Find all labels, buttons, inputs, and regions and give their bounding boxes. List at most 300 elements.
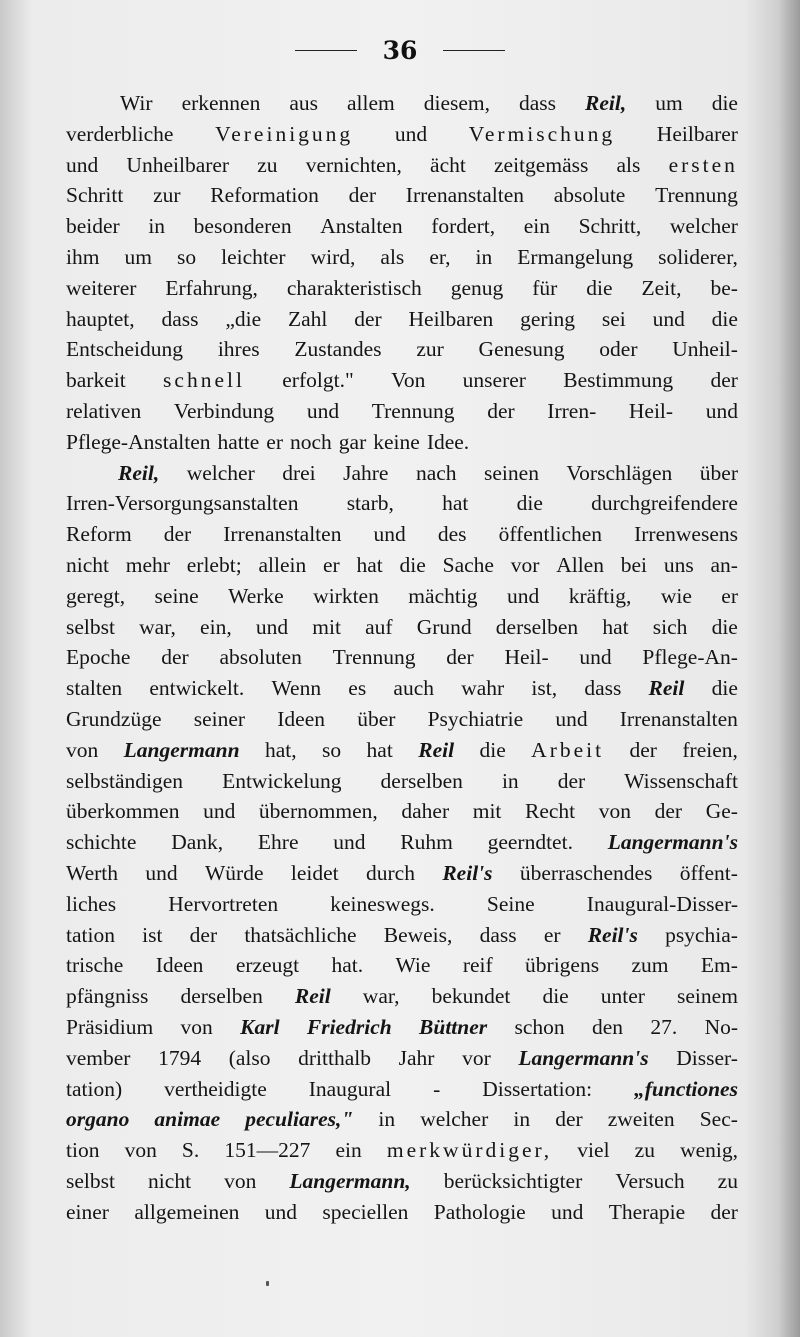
word: Sec-: [699, 1107, 738, 1132]
word: barkeit: [66, 368, 126, 393]
word: soliderer,: [658, 244, 738, 269]
word: bei: [620, 552, 648, 577]
text-line: [66, 1043, 738, 1074]
word: vor: [462, 1045, 491, 1070]
text-line: [66, 642, 738, 673]
word: den: [591, 1014, 624, 1039]
ink-speck: [266, 1281, 269, 1286]
text-line: [66, 242, 738, 273]
word: psychia-: [665, 922, 738, 947]
word: Dissertation:: [482, 1076, 593, 1101]
word: thatsächliche: [244, 922, 357, 947]
word: nicht: [148, 1168, 192, 1193]
word: No-: [704, 1014, 738, 1039]
word: Inaugural-Disser-: [586, 891, 738, 916]
word: Ermangelung: [517, 244, 634, 269]
word: selbständigen: [66, 768, 184, 793]
word: Disser-: [676, 1045, 738, 1070]
word: Therapie: [608, 1199, 686, 1224]
text-line: [66, 735, 738, 766]
word: zu: [634, 1138, 655, 1163]
word: öffent-: [679, 860, 738, 885]
word: absolute: [553, 183, 626, 208]
word: für: [532, 275, 558, 300]
word: zur: [416, 337, 444, 362]
word: und: [551, 1199, 584, 1224]
word: entwickelt.: [149, 676, 245, 701]
word: leidet: [290, 860, 339, 885]
word: zum: [631, 953, 669, 978]
word: Entwickelung: [222, 768, 342, 793]
word: die: [711, 676, 738, 701]
word: hat: [602, 614, 629, 639]
text-line: [66, 858, 738, 889]
word: der: [189, 922, 218, 947]
word: er: [323, 552, 340, 577]
word: dass: [161, 306, 199, 331]
word: charakteristisch: [286, 275, 422, 300]
word: freien,: [682, 737, 738, 762]
word: Beweis,: [383, 922, 453, 947]
word: Zustandes: [294, 337, 382, 362]
word: er: [266, 429, 283, 454]
word: genug: [450, 275, 504, 300]
word: Psychiatrie: [427, 706, 524, 731]
word: um: [655, 91, 683, 115]
word: „functiones: [634, 1076, 738, 1101]
word: die: [516, 491, 543, 516]
text-line: [66, 704, 738, 735]
word: wirkten: [313, 583, 379, 608]
word: der: [348, 183, 377, 208]
word: der: [487, 398, 515, 423]
word: Reil's: [442, 860, 493, 885]
word: Versuch: [615, 1168, 685, 1193]
text-line: [66, 550, 738, 581]
text-line: [66, 304, 738, 335]
word: besonderen: [193, 214, 292, 239]
text-line: [66, 519, 738, 550]
word: noch: [290, 429, 332, 454]
word: ihres: [217, 337, 260, 362]
word: Irrenwesens: [634, 522, 738, 547]
word: Langermann,: [289, 1168, 411, 1193]
word: Friedrich: [306, 1014, 392, 1039]
word: und: [394, 121, 428, 146]
word: diesem,: [423, 91, 491, 115]
word: hat: [356, 552, 383, 577]
word: Reil: [648, 676, 685, 701]
word: Irrenanstalten: [223, 522, 342, 547]
word: überraschendes: [519, 860, 653, 885]
word: 27.: [650, 1014, 678, 1039]
word: die: [711, 306, 738, 331]
word: berücksichtigter: [443, 1168, 583, 1193]
word: Wir: [120, 91, 153, 115]
word: Unheilbarer: [126, 152, 230, 177]
word: hat.: [331, 953, 364, 978]
word: dritthalb: [298, 1045, 371, 1070]
text-line: [66, 612, 738, 643]
word: der: [354, 306, 382, 331]
text-line: [66, 1104, 738, 1135]
word: -: [433, 1076, 441, 1101]
word: Trennung: [371, 398, 455, 423]
text-line: [66, 581, 738, 612]
word: Würde: [205, 860, 264, 885]
word: seinem: [677, 984, 738, 1009]
word: wird,: [310, 244, 356, 269]
word: unter: [600, 984, 645, 1009]
word: Grund: [416, 614, 472, 639]
word: und: [507, 583, 540, 608]
word: geerndtet.: [487, 830, 573, 855]
text-line: [66, 458, 738, 489]
word: Werke: [228, 583, 284, 608]
word: und: [203, 799, 236, 824]
word: von: [124, 1138, 157, 1163]
word: Heilbaren: [408, 306, 494, 331]
word: auch: [393, 676, 435, 701]
word: und: [373, 522, 406, 547]
word: Trennung: [332, 645, 416, 670]
word: merkwürdiger,: [386, 1138, 553, 1163]
text-line: [66, 1074, 738, 1105]
word: Erfahrung,: [165, 275, 258, 300]
word: über: [699, 460, 738, 485]
word: Entscheidung: [66, 337, 184, 362]
page-number: 36: [382, 35, 418, 65]
text-line: [66, 1135, 738, 1166]
word: welcher: [420, 1107, 489, 1132]
word: dass: [479, 922, 517, 947]
word: Seine: [486, 891, 535, 916]
word: der: [557, 768, 586, 793]
word: Bestimmung: [563, 368, 674, 393]
word: Unheil-: [672, 337, 738, 362]
word: Arbeit: [531, 737, 605, 762]
word: „die: [225, 306, 262, 331]
word: trische: [66, 953, 124, 978]
word: Hervortreten: [168, 891, 279, 916]
text-line: [66, 88, 738, 119]
word: und: [333, 830, 366, 855]
text-line: [66, 796, 738, 827]
word: Ge-: [705, 799, 738, 824]
word: es: [348, 676, 367, 701]
word: derselben: [180, 984, 263, 1009]
word: Reformation: [210, 183, 319, 208]
word: Zeit,: [641, 275, 682, 300]
word: geregt,: [66, 583, 126, 608]
word: der: [654, 799, 683, 824]
word: in: [501, 768, 519, 793]
text-line: [66, 150, 738, 181]
word: Dank,: [171, 830, 224, 855]
word: selbst: [66, 614, 115, 639]
word: hatte: [217, 429, 260, 454]
word: schon: [514, 1014, 565, 1039]
word: war,: [139, 614, 176, 639]
word: welcher: [186, 460, 255, 485]
word: mehr: [125, 552, 170, 577]
word: 151—227: [224, 1138, 311, 1163]
word: Idee.: [426, 429, 470, 454]
word: von: [598, 799, 632, 824]
text-line: [66, 334, 738, 365]
word: ist: [142, 922, 163, 947]
word: ihm: [66, 244, 100, 269]
text-line: [66, 488, 738, 519]
word: überkommen: [66, 799, 180, 824]
word: erkennen: [181, 91, 261, 115]
word: verderbliche: [66, 121, 174, 146]
word: Jahr: [398, 1045, 435, 1070]
word: er: [721, 583, 738, 608]
word: Werth: [66, 860, 118, 885]
word: der: [163, 522, 192, 547]
text-line: [66, 920, 738, 951]
word: Irrenanstalten: [619, 706, 738, 731]
page-header: [0, 30, 800, 70]
word: uns: [663, 552, 694, 577]
word: seine: [154, 583, 199, 608]
word: Langermann's: [518, 1045, 649, 1070]
word: um: [124, 244, 152, 269]
word: sich: [652, 614, 688, 639]
word: animae: [154, 1107, 221, 1132]
word: daher: [401, 799, 450, 824]
word: Büttner: [419, 1014, 488, 1039]
word: Vorschlägen: [566, 460, 673, 485]
text-line: [66, 273, 738, 304]
word: (also: [228, 1045, 271, 1070]
word: stalten: [66, 676, 123, 701]
word: Zahl: [288, 306, 328, 331]
word: die: [586, 275, 613, 300]
word: hat: [366, 737, 393, 762]
word: be-: [710, 275, 738, 300]
word: drei: [282, 460, 316, 485]
word: ächt: [430, 152, 466, 177]
word: über: [357, 706, 396, 731]
word: hat: [442, 491, 469, 516]
word: sei: [601, 306, 626, 331]
word: Irren-: [547, 398, 597, 423]
word: zweiten: [607, 1107, 675, 1132]
word: fordert,: [431, 214, 496, 239]
word: Inaugural: [308, 1076, 392, 1101]
word: 1794: [158, 1045, 202, 1070]
word: Irrenanstalten: [405, 183, 524, 208]
word: einer: [66, 1199, 109, 1224]
word: viel: [577, 1138, 610, 1163]
word: Allen: [556, 552, 604, 577]
word: übernommen,: [258, 799, 378, 824]
word: nicht: [66, 552, 109, 577]
word: Reil: [294, 984, 331, 1009]
word: wie: [660, 583, 692, 608]
word: öffentlichen: [498, 522, 603, 547]
word: zur: [153, 183, 181, 208]
word: Ruhm: [400, 830, 453, 855]
word: Langermann's: [607, 830, 738, 855]
text-line: [66, 1012, 738, 1043]
word: allem: [347, 91, 395, 115]
word: die: [479, 737, 506, 762]
word: hat,: [264, 737, 297, 762]
right-header-rule: [443, 50, 505, 51]
text-line: [66, 889, 738, 920]
word: gering: [520, 306, 576, 331]
word: von: [180, 1014, 213, 1039]
word: Verbindung: [173, 398, 275, 423]
word: Recht: [525, 799, 576, 824]
word: Pflege-An-: [642, 645, 738, 670]
word: organo: [66, 1107, 130, 1132]
word: und: [255, 614, 289, 639]
word: Grundzüge: [66, 706, 162, 731]
word: allein: [258, 552, 307, 577]
word: Karl: [240, 1014, 280, 1039]
word: Sache: [442, 552, 494, 577]
text-line: [66, 211, 738, 242]
word: an-: [710, 552, 738, 577]
word: vertheidigte: [164, 1076, 267, 1101]
word: nach: [415, 460, 457, 485]
word: absoluten: [219, 645, 302, 670]
word: der: [629, 737, 657, 762]
word: mit: [472, 799, 502, 824]
word: Heil-: [628, 398, 674, 423]
word: so: [176, 244, 197, 269]
word: der: [710, 368, 738, 393]
word: dass: [519, 91, 557, 115]
word: Jahre: [343, 460, 389, 485]
word: die: [399, 552, 426, 577]
word: oder: [599, 337, 638, 362]
word: tation): [66, 1076, 123, 1101]
word: durch: [366, 860, 415, 885]
word: von: [66, 737, 99, 762]
word: Reil,: [585, 91, 627, 115]
word: als: [380, 244, 405, 269]
word: Vermischung: [468, 121, 616, 146]
word: hauptet,: [66, 306, 135, 331]
word: Ehre: [257, 830, 299, 855]
word: schichte: [66, 830, 137, 855]
word: weiterer: [66, 275, 137, 300]
word: Wenn: [271, 676, 322, 701]
word: der: [446, 645, 474, 670]
word: ist,: [531, 676, 558, 701]
word: seiner: [193, 706, 246, 731]
word: des: [437, 522, 467, 547]
word: Epoche: [66, 645, 131, 670]
text-line: [66, 180, 738, 211]
word: er,: [429, 244, 451, 269]
word: wenig,: [680, 1138, 738, 1163]
word: war,: [362, 984, 400, 1009]
word: derselben: [495, 614, 579, 639]
text-line: [66, 1166, 738, 1197]
text-line: [66, 1197, 738, 1228]
word: erlebt;: [186, 552, 242, 577]
word: die: [711, 614, 738, 639]
text-line: [66, 396, 738, 427]
text-line: [66, 950, 738, 981]
word: vor: [510, 552, 540, 577]
word: zu: [257, 152, 278, 177]
word: keineswegs.: [330, 891, 435, 916]
word: S.: [181, 1138, 200, 1163]
text-line: [66, 981, 738, 1012]
word: reif: [462, 953, 493, 978]
word: zeitgemäss: [494, 152, 589, 177]
text-line: [66, 119, 738, 150]
word: unserer: [462, 368, 526, 393]
word: Vereinigung: [215, 121, 354, 146]
word: keine: [373, 429, 420, 454]
word: erfolgt.": [282, 368, 354, 393]
word: und: [145, 860, 178, 885]
word: auf: [365, 614, 393, 639]
word: in: [148, 214, 166, 239]
word: Heilbarer: [656, 121, 738, 146]
word: selbst: [66, 1168, 115, 1193]
word: wahr: [461, 676, 505, 701]
word: Schritt: [66, 183, 124, 208]
word: Heil-: [504, 645, 549, 670]
text-line: [66, 365, 738, 396]
word: tion: [66, 1138, 100, 1163]
word: Reil: [418, 737, 455, 762]
word: ersten: [668, 152, 738, 177]
word: er: [543, 922, 561, 947]
word: so: [322, 737, 342, 762]
word: Von: [391, 368, 426, 393]
word: vernichten,: [305, 152, 402, 177]
word: und: [66, 152, 99, 177]
word: Ideen: [277, 706, 325, 731]
word: als: [616, 152, 641, 177]
word: vember: [66, 1045, 131, 1070]
word: Reil's: [587, 922, 638, 947]
word: Reil,: [118, 460, 160, 485]
body-text: [66, 88, 738, 1227]
word: in: [378, 1107, 396, 1132]
word: Irren-Versorgungsanstalten: [66, 491, 299, 516]
word: und: [652, 306, 685, 331]
word: gar: [338, 429, 367, 454]
text-line: [66, 827, 738, 858]
left-header-rule: [295, 50, 357, 51]
word: pfängniss: [66, 984, 149, 1009]
text-line: [66, 766, 738, 797]
word: und: [579, 645, 612, 670]
word: peculiares,": [245, 1107, 354, 1132]
word: erzeugt: [235, 953, 300, 978]
word: leichter: [221, 244, 286, 269]
word: ein: [335, 1138, 362, 1163]
word: allgemeinen: [134, 1199, 240, 1224]
word: die: [542, 984, 569, 1009]
word: zu: [717, 1168, 738, 1193]
word: relativen: [66, 398, 142, 423]
word: ein,: [200, 614, 232, 639]
word: Präsidium: [66, 1014, 154, 1039]
word: der: [555, 1107, 583, 1132]
